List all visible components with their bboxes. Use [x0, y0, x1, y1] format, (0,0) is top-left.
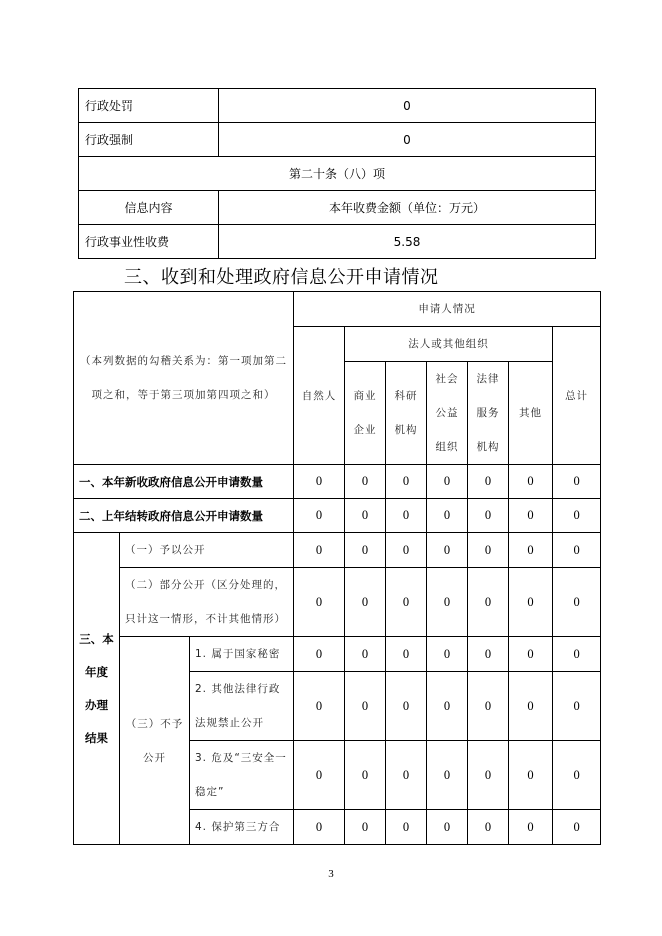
- count-cell: 0: [294, 672, 345, 741]
- count-cell: 0: [509, 637, 553, 672]
- count-cell: 0: [553, 465, 601, 499]
- col-text: 组织: [435, 441, 459, 453]
- count-cell: 0: [427, 637, 468, 672]
- note-line: （本列数据的勾稽关系为：第一项加第二: [80, 355, 287, 367]
- count-cell: 0: [553, 672, 601, 741]
- col-text: 机构: [476, 441, 500, 453]
- item-label: [190, 741, 294, 810]
- count-cell: 0: [468, 810, 509, 845]
- row-label: 行政强制: [79, 123, 219, 157]
- count-cell: 0: [345, 533, 386, 568]
- count-cell: 0: [509, 810, 553, 845]
- count-cell: 0: [386, 533, 427, 568]
- sub-label: [120, 568, 294, 637]
- row3-text: 年度: [85, 664, 108, 679]
- count-cell: 0: [386, 499, 427, 533]
- count-cell: 0: [294, 741, 345, 810]
- table-row: [74, 533, 601, 568]
- item-text: 稳定”: [195, 786, 225, 798]
- row-label: 行政处罚: [79, 89, 219, 123]
- count-cell: 0: [427, 465, 468, 499]
- row-label: 行政事业性收费: [79, 225, 219, 259]
- count-cell: 0: [427, 810, 468, 845]
- count-cell: 0: [294, 568, 345, 637]
- section-title: 第二十条（八）项: [79, 157, 596, 191]
- application-table: [73, 291, 601, 845]
- sub-text: 只计这一情形，不计其他情形）: [125, 613, 286, 625]
- col-legal: [468, 362, 509, 465]
- count-cell: 0: [553, 533, 601, 568]
- sub-label: [120, 637, 190, 845]
- count-cell: 0: [427, 672, 468, 741]
- count-cell: 0: [468, 465, 509, 499]
- count-cell: 0: [294, 637, 345, 672]
- count-cell: 0: [386, 810, 427, 845]
- count-cell: 0: [345, 741, 386, 810]
- table-row: [74, 465, 601, 499]
- count-cell: 0: [427, 741, 468, 810]
- item-label: 4. 保护第三方合: [190, 810, 294, 845]
- count-cell: 0: [468, 637, 509, 672]
- col-business: [345, 362, 386, 465]
- col-natural: 自然人: [294, 327, 345, 465]
- note-line: 项之和，等于第三项加第四项之和）: [91, 389, 276, 401]
- count-cell: 0: [553, 741, 601, 810]
- col-text: 科研: [394, 390, 418, 402]
- row3-label: [74, 533, 120, 845]
- count-cell: 0: [468, 672, 509, 741]
- count-cell: 0: [509, 465, 553, 499]
- count-cell: 0: [386, 672, 427, 741]
- count-cell: 0: [509, 568, 553, 637]
- item-text: 3. 危及“三安全一: [195, 752, 287, 764]
- item-label: [190, 672, 294, 741]
- sub-text: 公开: [143, 751, 166, 764]
- count-cell: 0: [553, 568, 601, 637]
- row-value: 0: [219, 123, 596, 157]
- count-cell: 0: [345, 499, 386, 533]
- sub-label: （一）予以公开: [120, 533, 294, 568]
- table-row: [79, 89, 596, 123]
- count-cell: 0: [468, 533, 509, 568]
- count-cell: 0: [294, 499, 345, 533]
- count-cell: 0: [509, 499, 553, 533]
- header-value: 本年收费金额（单位：万元）: [219, 191, 596, 225]
- count-cell: 0: [345, 637, 386, 672]
- count-cell: 0: [386, 741, 427, 810]
- row3-text: 三、本: [79, 631, 114, 646]
- table-row: [74, 568, 601, 637]
- count-cell: 0: [427, 533, 468, 568]
- col-text: 商业: [353, 390, 377, 402]
- col-social: [427, 362, 468, 465]
- table-row: [79, 157, 596, 191]
- col-text: 社会: [435, 373, 459, 385]
- legal-header: 法人或其他组织: [345, 327, 553, 362]
- col-text: 法律: [476, 373, 500, 385]
- row-label: 一、本年新收政府信息公开申请数量: [74, 465, 294, 499]
- count-cell: 0: [468, 741, 509, 810]
- table-row: [79, 191, 596, 225]
- fee-table: [78, 88, 596, 259]
- count-cell: 0: [468, 499, 509, 533]
- col-text: 机构: [394, 424, 418, 436]
- page-number: 3: [328, 868, 334, 880]
- count-cell: 0: [386, 637, 427, 672]
- count-cell: 0: [427, 499, 468, 533]
- applicant-header: 申请人情况: [294, 292, 601, 327]
- col-text: 公益: [435, 407, 459, 419]
- item-label: 1. 属于国家秘密: [190, 637, 294, 672]
- count-cell: 0: [509, 672, 553, 741]
- count-cell: 0: [427, 568, 468, 637]
- col-research: [386, 362, 427, 465]
- count-cell: 0: [553, 637, 601, 672]
- table-row: [74, 499, 601, 533]
- count-cell: 0: [509, 533, 553, 568]
- row3-text: 办理: [85, 697, 108, 712]
- count-cell: 0: [294, 465, 345, 499]
- section-heading: 三、收到和处理政府信息公开申请情况: [124, 267, 439, 288]
- header-label: 信息内容: [79, 191, 219, 225]
- col-total: 总计: [553, 327, 601, 465]
- count-cell: 0: [468, 568, 509, 637]
- sub-text: （二）部分公开（区分处理的，: [125, 579, 286, 591]
- row3-text: 结果: [85, 730, 108, 745]
- count-cell: 0: [294, 810, 345, 845]
- sub-text: （三）不予: [125, 717, 184, 730]
- count-cell: 0: [553, 499, 601, 533]
- item-text: 法规禁止公开: [195, 717, 264, 729]
- table-row: [74, 637, 601, 672]
- row-value: 5.58: [219, 225, 596, 259]
- count-cell: 0: [345, 672, 386, 741]
- count-cell: 0: [553, 810, 601, 845]
- count-cell: 0: [386, 465, 427, 499]
- count-cell: 0: [509, 741, 553, 810]
- count-cell: 0: [345, 465, 386, 499]
- col-text: 企业: [353, 424, 377, 436]
- table-row: [79, 225, 596, 259]
- row-value: 0: [219, 89, 596, 123]
- count-cell: 0: [345, 810, 386, 845]
- count-cell: 0: [386, 568, 427, 637]
- count-cell: 0: [294, 533, 345, 568]
- item-text: 2. 其他法律行政: [195, 683, 281, 695]
- table-row: [79, 123, 596, 157]
- col-text: 服务: [476, 407, 500, 419]
- col-other: 其他: [509, 362, 553, 465]
- count-cell: 0: [345, 568, 386, 637]
- note-cell: [74, 292, 294, 465]
- row-label: 二、上年结转政府信息公开申请数量: [74, 499, 294, 533]
